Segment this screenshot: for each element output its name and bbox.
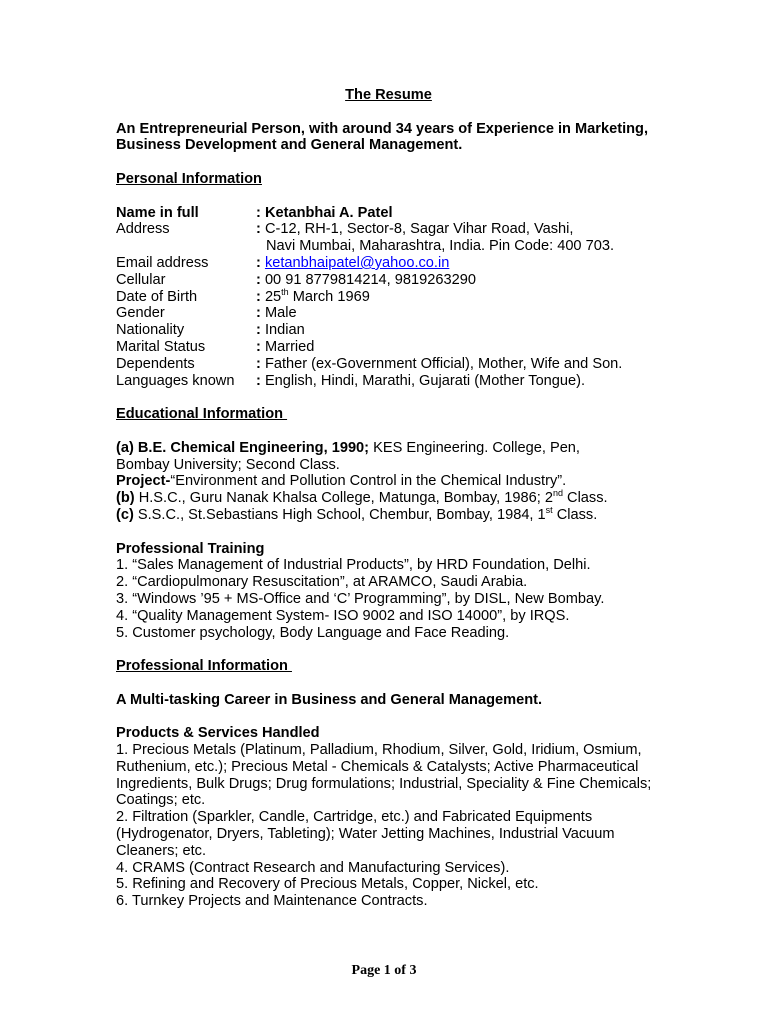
products-item: 2. Filtration (Sparkler, Candle, Cartridge, etc.) and Fabricated Equipments (Hydrogenator, Dryers, Tableting); Water Jetting Machines, Industrial Vacuum Cleaners; etc. — [116, 809, 615, 859]
career-tagline: A Multi-tasking Career in Business and General Management. — [116, 691, 543, 708]
nationality-value: : Indian — [256, 322, 305, 339]
page-number-footer: Page 1 of 3 — [351, 963, 417, 978]
address-label: Address — [116, 221, 170, 238]
address-row — [116, 221, 661, 238]
professional-info-heading: Professional Information — [116, 658, 292, 675]
resume-content — [116, 87, 661, 910]
dob-value: : 25th March 1969 — [256, 286, 370, 305]
name-label: Name in full — [116, 204, 199, 221]
gender-value: : Male — [256, 305, 297, 322]
education-item-b: (b) H.S.C., Guru Nanak Khalsa College, Matunga, Bombay, 1986; 2nd Class. — [116, 488, 608, 507]
training-item: 2. “Cardiopulmonary Resuscitation”, at ARAMCO, Saudi Arabia. — [116, 574, 528, 591]
email-link[interactable]: ketanbhaipatel@yahoo.co.in — [264, 254, 450, 271]
products-item: 4. CRAMS (Contract Research and Manufacturing Services). — [116, 859, 510, 876]
email-label: Email address — [116, 254, 209, 271]
personal-info-heading: Personal Information — [116, 170, 262, 187]
name-row — [116, 205, 661, 222]
name-value: : Ketanbhai A. Patel — [256, 204, 393, 221]
nationality-row — [116, 322, 661, 339]
gender-row — [116, 305, 661, 322]
dob-label: Date of Birth — [116, 288, 198, 305]
training-item: 5. Customer psychology, Body Language and Face Reading. — [116, 624, 510, 641]
education-heading: Educational Information — [116, 406, 288, 423]
address-value: : C-12, RH-1, Sector-8, Sagar Vihar Road, Vashi, — [256, 221, 574, 238]
products-item: 6. Turnkey Projects and Maintenance Contracts. — [116, 893, 428, 910]
products-item: 5. Refining and Recovery of Precious Metals, Copper, Nickel, etc. — [116, 876, 539, 893]
email-row: Email address : ketanbhaipatel@yahoo.co.in — [116, 254, 450, 271]
languages-row — [116, 373, 661, 390]
languages-value: : English, Hindi, Marathi, Gujarati (Mother Tongue). — [256, 372, 586, 389]
products-heading: Products & Services Handled — [116, 725, 320, 742]
education-item-c: (c) S.S.C., St.Sebastians High School, Chembur, Bombay, 1984, 1st Class. — [116, 505, 598, 523]
training-heading: Professional Training — [116, 540, 265, 557]
training-item: 4. “Quality Management System- ISO 9002 and ISO 14000”, by IRQS. — [116, 607, 570, 624]
dependents-value: : Father (ex-Government Official), Mother, Wife and Son. — [256, 355, 623, 372]
dob-row — [116, 286, 661, 306]
cellular-label: Cellular — [116, 271, 166, 288]
products-item: 1. Precious Metals (Platinum, Palladium, Rhodium, Silver, Gold, Iridium, Osmium, Ruthenium, etc.); Precious Metal - Chemicals & Catalysts; Active Pharmaceutical Ingredients, Bulk Drugs; Drug formulations; Industrial, Speciality & Fine Chemicals; Coatings; etc. — [116, 742, 652, 809]
gender-label: Gender — [116, 305, 165, 322]
cellular-row — [116, 272, 661, 289]
marital-row — [116, 339, 661, 356]
marital-value: : Married — [256, 338, 315, 355]
document-title: The Resume — [345, 87, 432, 103]
education-item-a-line2: Bombay University; Second Class. — [116, 456, 340, 473]
cellular-value: : 00 91 8779814214, 9819263290 — [256, 271, 476, 288]
address-continuation: Navi Mumbai, Maharashtra, India. Pin Code: 400 703. — [266, 238, 615, 255]
training-item: 3. “Windows ’95 + MS-Office and ‘C’ Programming”, by DISL, New Bombay. — [116, 590, 605, 607]
summary-statement: An Entrepreneurial Person, with around 34 years of Experience in Marketing, Business Development and General Management. — [116, 120, 649, 154]
education-item-a: (a) B.E. Chemical Engineering, 1990; KES Engineering. College, Pen, — [116, 439, 580, 456]
marital-label: Marital Status — [116, 338, 206, 355]
dependents-row — [116, 356, 661, 373]
nationality-label: Nationality — [116, 322, 185, 339]
education-project: Project-“Environment and Pollution Control in the Chemical Industry”. — [116, 473, 567, 490]
training-item: 1. “Sales Management of Industrial Products”, by HRD Foundation, Delhi. — [116, 557, 591, 574]
dependents-label: Dependents — [116, 355, 195, 372]
languages-label: Languages known — [116, 372, 235, 389]
